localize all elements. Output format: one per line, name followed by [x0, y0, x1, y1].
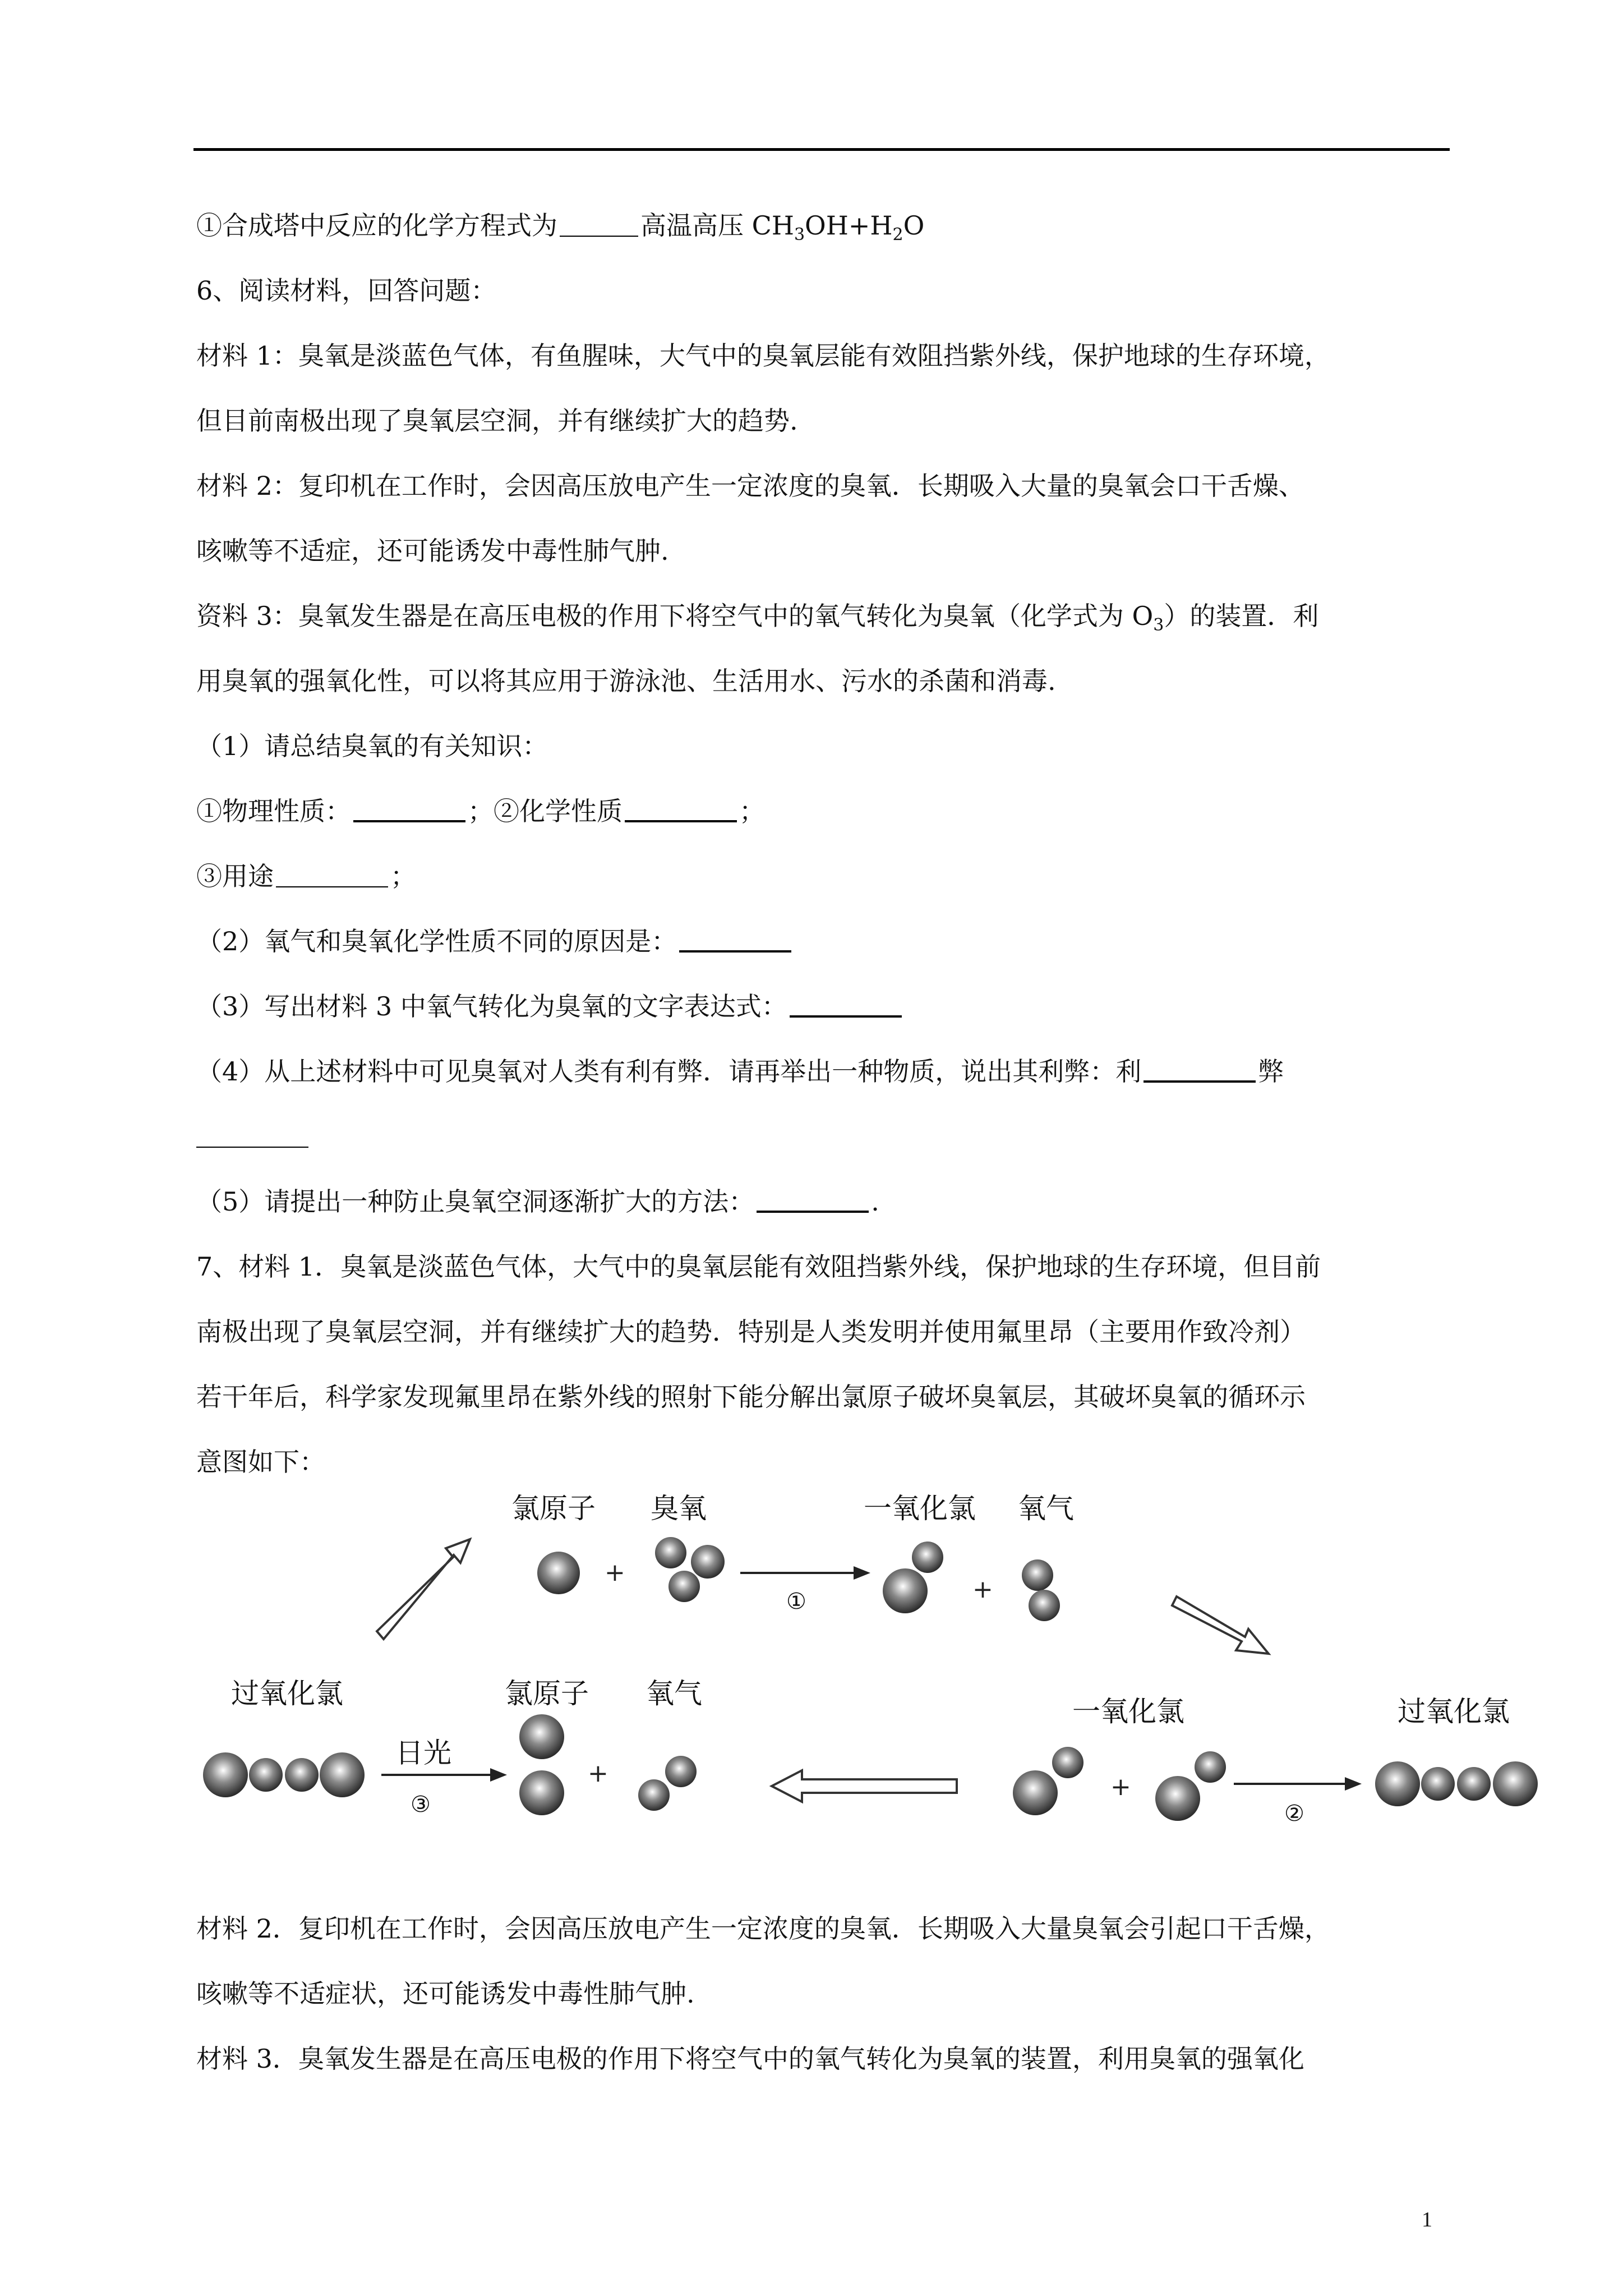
sub-question-2-text: （2）氧气和臭氧化学性质不同的原因是：	[196, 926, 677, 956]
arrow-up-right-icon	[377, 1539, 470, 1639]
clo-right-1-cl	[1013, 1770, 1058, 1815]
cl-atom-bottom-1	[519, 1714, 564, 1759]
label-cl-atom-top: 氯原子	[511, 1492, 596, 1525]
sub-question-1: （1）请总结臭氧的有关知识：	[196, 731, 548, 761]
sunlight-label: 日光	[395, 1737, 451, 1769]
question-6-title: 6、阅读材料，回答问题：	[196, 275, 497, 306]
ozone-ball-3	[668, 1571, 700, 1602]
cl2o2-left-o-2	[285, 1758, 319, 1792]
label-clo-right: 一氧化氯	[1072, 1695, 1184, 1728]
material-3-text: 资料 3：臭氧发生器是在高压电极的作用下将空气中的氧气转化为臭氧（化学式为 O	[196, 601, 1154, 631]
material-7-2-line-2: 咳嗽等不适症状，还可能诱发中毒性肺气肿.	[196, 1978, 695, 2009]
cl-atom-bottom-2	[519, 1770, 564, 1815]
material-7-3-line-1: 材料 3．臭氧发生器是在高压电极的作用下将空气中的氧气转化为臭氧的装置，利用臭氧的强氧化	[196, 2044, 1304, 2074]
o2-bottom-ball-1	[638, 1779, 670, 1811]
o2-ball-2	[1029, 1590, 1060, 1621]
plus-1: +	[605, 1558, 625, 1587]
step-3-label: ③	[411, 1792, 431, 1818]
cl2o2-left-o-1	[249, 1758, 283, 1792]
equation-text: 高温高压 CH	[640, 210, 794, 241]
cl2o2-right-cl-2	[1493, 1761, 1538, 1806]
cl-atom-ball	[537, 1552, 580, 1594]
sub-question-3-text: （3）写出材料 3 中氧气转化为臭氧的文字表达式：	[196, 991, 787, 1022]
equation-text-end: O	[903, 210, 925, 241]
label-oxygen-top: 氧气	[1018, 1492, 1074, 1525]
material-7-2-line-1: 材料 2．复印机在工作时，会因高压放电产生一定浓度的臭氧．长期吸入大量臭氧会引起口干舌燥，	[196, 1913, 1330, 1944]
question-7-line-2: 南极出现了臭氧层空洞，并有继续扩大的趋势．特别是人类发明并使用氟里昂（主要用作致冷剂）	[196, 1317, 1306, 1347]
use-label: ③用途	[196, 861, 274, 891]
plus-4: +	[1110, 1773, 1131, 1801]
label-clo-top: 一氧化氯	[864, 1492, 976, 1525]
label-ozone: 臭氧	[651, 1492, 707, 1525]
plus-3: +	[588, 1759, 608, 1788]
ozone-ball-2	[691, 1545, 725, 1579]
cl2o2-left-cl-2	[320, 1752, 365, 1797]
sub-question-4-text: （4）从上述材料中可见臭氧对人类有利有弊．请再举出一种物质，说出其利弊：利	[196, 1056, 1142, 1087]
clo-cl-ball	[883, 1568, 928, 1613]
ozone-ball-1	[655, 1537, 686, 1568]
question-7-line-4: 意图如下：	[196, 1447, 325, 1477]
clo-o-ball	[912, 1542, 943, 1573]
arrow-left-icon	[772, 1770, 957, 1802]
reaction-arrow-3-head-icon	[490, 1768, 507, 1782]
arrow-down-right-icon	[1172, 1596, 1269, 1654]
material-1-line-2: 但目前南极出现了臭氧层空洞，并有继续扩大的趋势.	[196, 406, 798, 436]
cl2o2-right-o-1	[1421, 1767, 1455, 1801]
clo-right-1-o	[1052, 1747, 1083, 1778]
equation-subscript-2: 2	[892, 225, 903, 245]
semicolon: ；	[739, 796, 765, 826]
material-3-line-2: 用臭氧的强氧化性，可以将其应用于游泳池、生活用水、污水的杀菌和消毒.	[196, 666, 1056, 696]
label-oxygen-bottom: 氧气	[646, 1677, 702, 1710]
label-cl2o2-left: 过氧化氯	[231, 1677, 343, 1710]
equation-prompt: ①合成塔中反应的化学方程式为	[196, 210, 557, 241]
label-cl-atom-bottom: 氯原子	[505, 1677, 589, 1710]
ozone-subscript: 3	[1153, 615, 1164, 636]
reaction-arrow-1-head-icon	[854, 1566, 870, 1580]
sub-question-5-text: （5）请提出一种防止臭氧空洞逐渐扩大的方法：	[196, 1186, 755, 1217]
o2-ball-1	[1022, 1559, 1053, 1591]
label-cl2o2-right: 过氧化氯	[1398, 1695, 1510, 1728]
reaction-arrow-2-head-icon	[1345, 1777, 1362, 1791]
material-2-line-1: 材料 2：复印机在工作时，会因高压放电产生一定浓度的臭氧．长期吸入大量的臭氧会口干舌燥、	[196, 471, 1304, 501]
clo-right-2-cl	[1155, 1776, 1200, 1821]
clo-right-2-o	[1195, 1751, 1226, 1783]
cl2o2-right-cl-1	[1375, 1761, 1420, 1806]
question-7-line-1: 7、材料 1．臭氧是淡蓝色气体，大气中的臭氧层能有效阻挡紫外线，保护地球的生存环境，但目前	[196, 1251, 1321, 1282]
material-2-line-2: 咳嗽等不适症，还可能诱发中毒性肺气肿.	[196, 536, 669, 566]
material-1-line-1: 材料 1：臭氧是淡蓝色气体，有鱼腥味，大气中的臭氧层能有效阻挡紫外线，保护地球的生存环境，	[196, 341, 1330, 371]
equation-subscript: 3	[794, 225, 805, 245]
semicolon-2: ；	[390, 861, 416, 891]
cl2o2-right-o-2	[1457, 1767, 1491, 1801]
material-3-text-end: ）的装置．利	[1164, 601, 1319, 631]
step-1-label: ①	[786, 1589, 806, 1614]
cl2o2-left-cl-1	[203, 1752, 248, 1797]
physical-property-label: ①物理性质：	[196, 796, 351, 826]
equation-text-mid: OH+H	[805, 210, 893, 241]
page-number: 1	[1422, 2208, 1432, 2231]
o2-bottom-ball-2	[665, 1756, 697, 1787]
chemical-property-label: ；②化学性质	[468, 796, 623, 826]
plus-2: +	[972, 1575, 993, 1604]
harm-label: 弊	[1258, 1056, 1284, 1087]
period: .	[871, 1186, 879, 1217]
question-7-line-3: 若干年后，科学家发现氟里昂在紫外线的照射下能分解出氯原子破坏臭氧层，其破坏臭氧的循环示	[196, 1382, 1306, 1412]
step-2-label: ②	[1284, 1801, 1304, 1826]
